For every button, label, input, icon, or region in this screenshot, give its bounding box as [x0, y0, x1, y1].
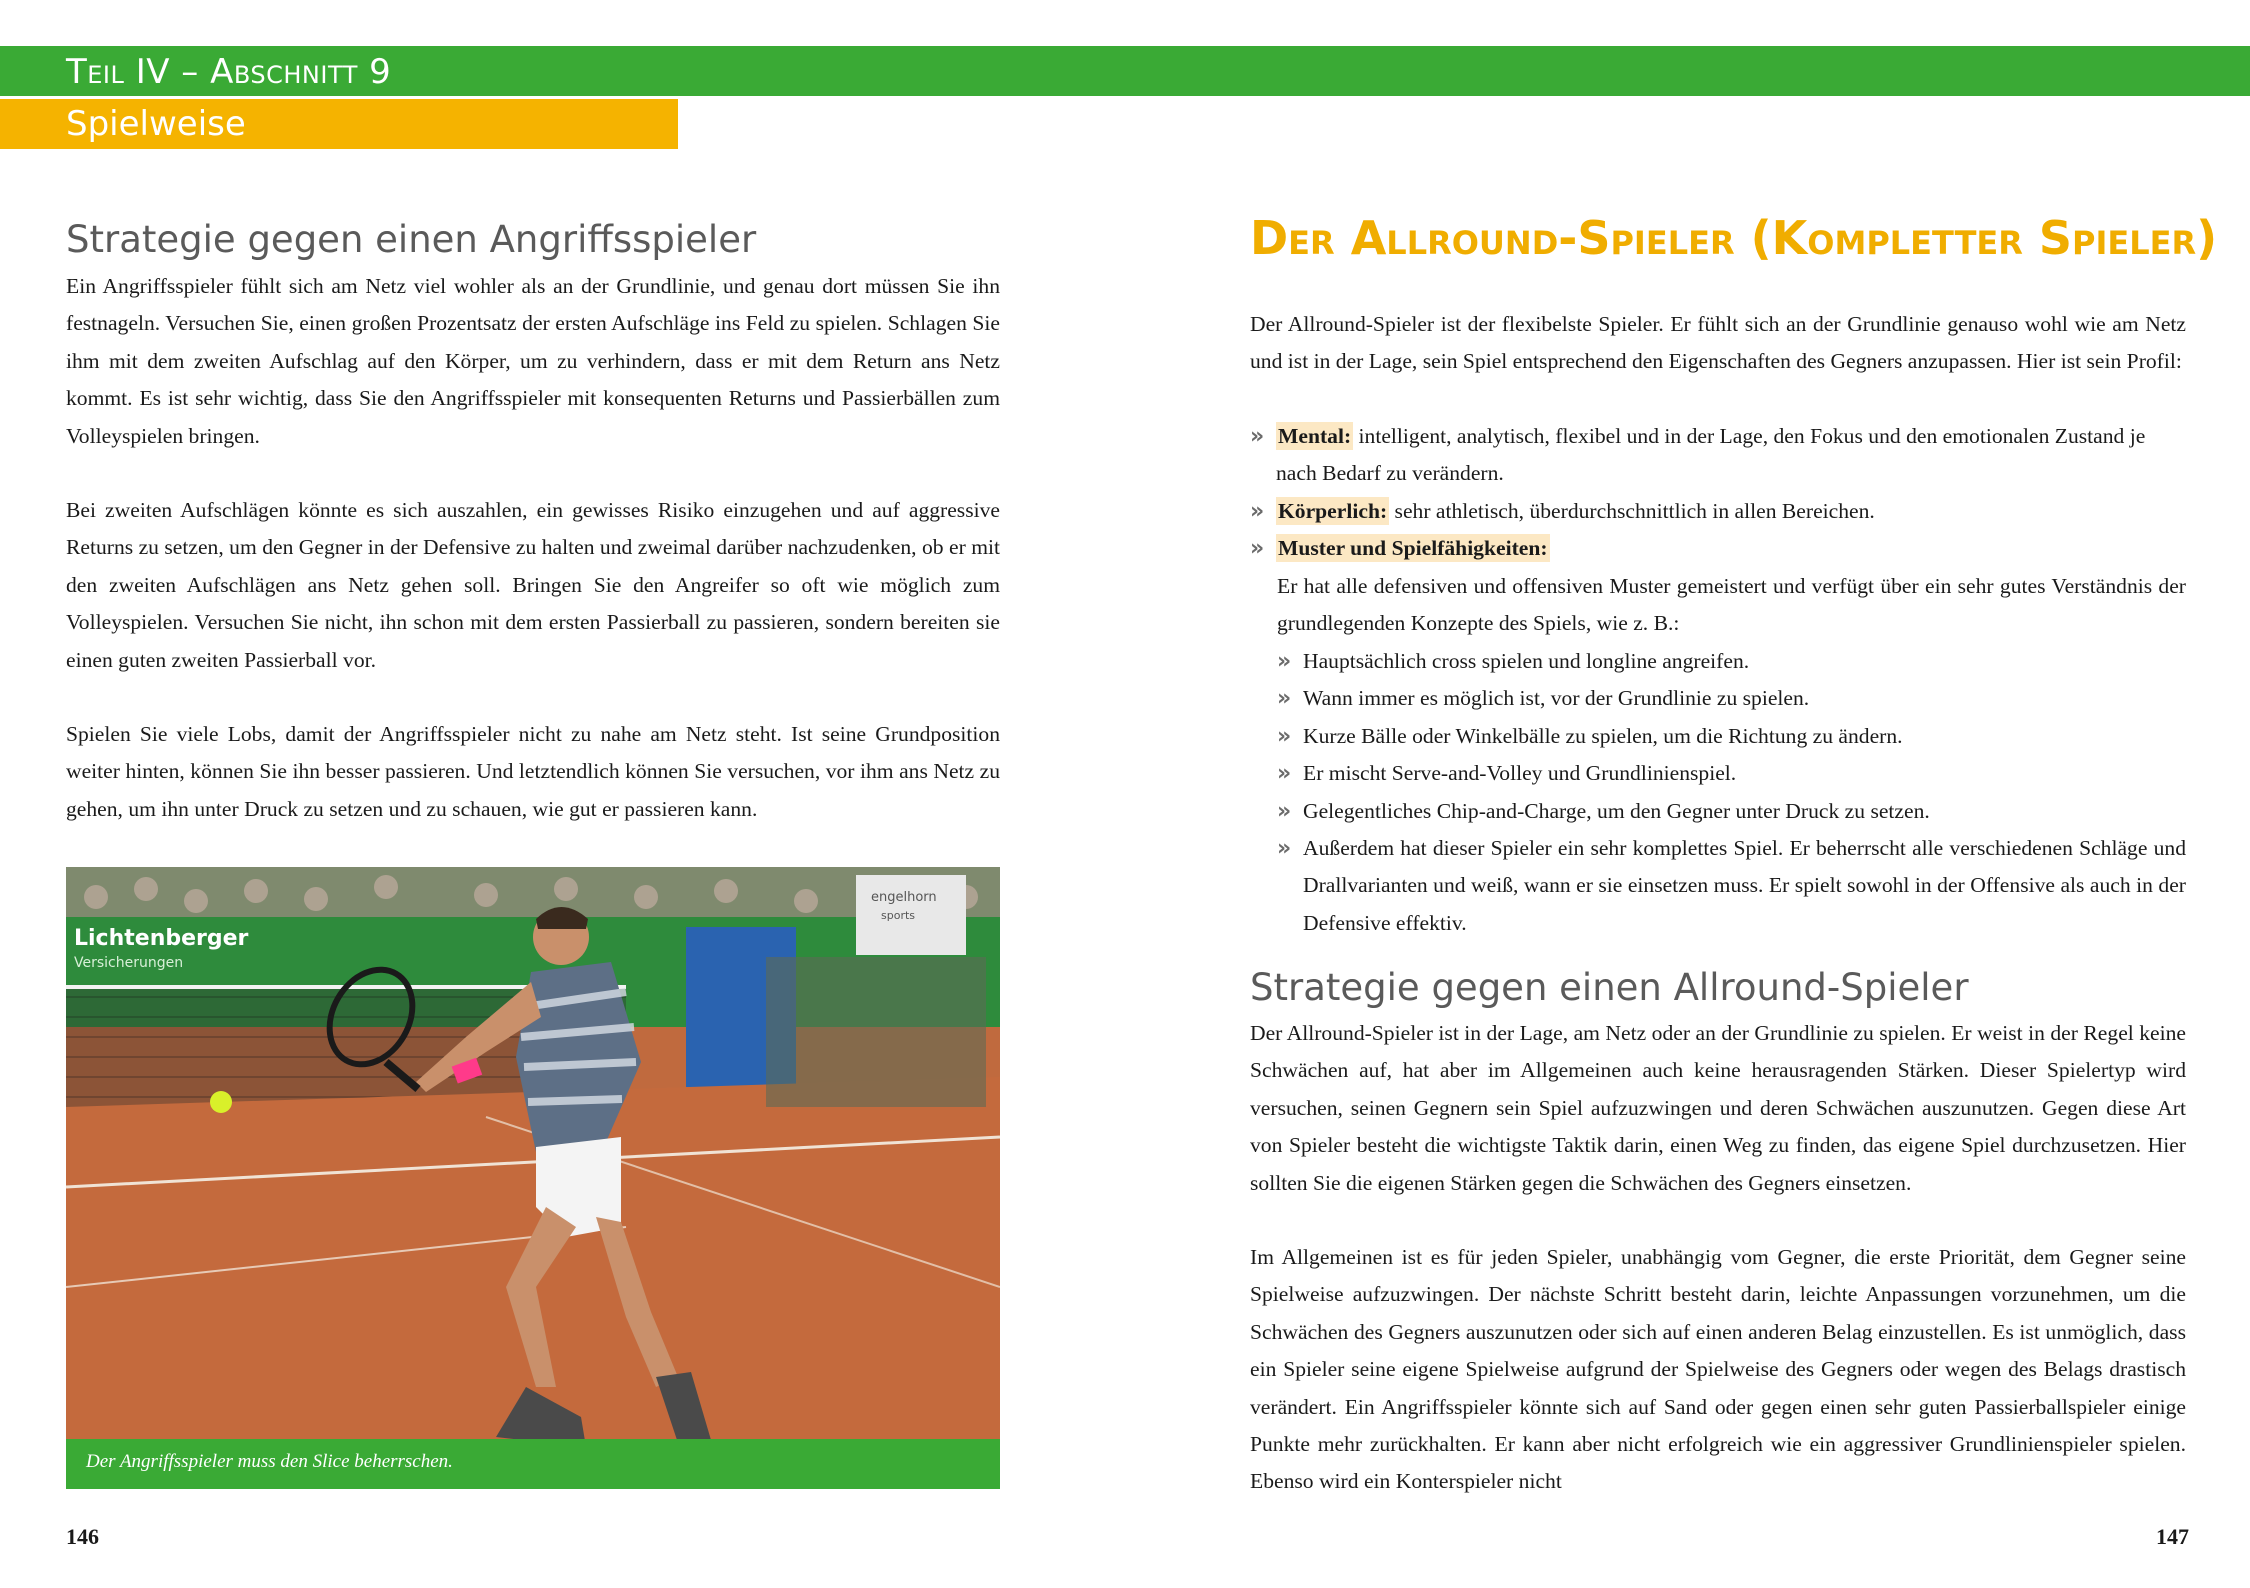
pattern-item: [1277, 643, 2186, 680]
bullet-marker: »: [1277, 761, 1292, 787]
bullet-marker: »: [1277, 723, 1292, 749]
profile-item-muster: [1250, 530, 2186, 567]
tennis-photo-illustration: [66, 867, 1000, 1489]
bullet-marker: »: [1250, 498, 1265, 524]
right-intro: Der Allround-Spieler ist der flexibelste Spieler. Er fühlt sich an der Grundlinie genauso wohl wie am Netz und ist in der Lage, sein Spiel entsprechend den Eigenschaften des Gegners anzupassen. Hier ist sein Profil:: [1250, 312, 2186, 374]
bullet-marker: »: [1250, 424, 1265, 449]
photo-caption-bar: [66, 1439, 1000, 1489]
profile-item-mental: [1250, 418, 2186, 493]
left-paragraph-2: Bei zweiten Aufschlägen könnte es sich auszahlen, ein gewisses Risiko einzugehen und auf aggressive Returns zu setzen, um den Gegner in der Defensive zu halten und zweimal darüber nachzudenken, ob er mit den zweiten Aufschlägen ans Netz gehen soll. Bringen Sie den Angreifer so oft wie möglich zum Volleyspielen. Versuchen Sie nicht, ihn schon mit dem ersten Passierball zu passieren, sondern bereiten sie einen guten zweiten Passierball vor.: [66, 498, 1000, 672]
patterns-list: [1277, 643, 2186, 942]
pattern-item: [1277, 830, 2186, 942]
right-heading-2: Strategie gegen einen Allround-Spieler: [1250, 966, 1969, 1009]
left-paragraph-3: Spielen Sie viele Lobs, damit der Angriffsspieler nicht zu nahe am Netz steht. Ist seine Grundposition weiter hinten, können Sie ihn besser passieren. Und letztendlich können Sie versuchen, vor ihm ans Netz zu gehen, um ihn unter Druck zu setzen und zu schauen, wie gut er passieren kann.: [66, 722, 1000, 821]
photo-banner-text-1: Lichtenberger: [74, 926, 249, 951]
profile-label: Muster und Spielfähigkeiten:: [1278, 536, 1548, 561]
bullet-marker: »: [1277, 836, 1292, 862]
chapter-title: Spielweise: [66, 104, 246, 144]
bullet-marker: »: [1250, 536, 1265, 562]
photo-caption: Der Angriffsspieler muss den Slice beherrschen.: [86, 1451, 453, 1472]
bullet-marker: »: [1277, 649, 1292, 674]
pattern-item: [1277, 718, 2186, 755]
section-title: Teil IV – Abschnitt 9: [66, 52, 392, 92]
right-title: Der Allround-Spieler (Kompletter Spieler): [1250, 211, 2218, 265]
chapter-header-band: [0, 99, 678, 149]
pattern-text: Gelegentliches Chip-and-Charge, um den Gegner unter Druck zu setzen.: [1303, 798, 1930, 823]
tennis-photo: [66, 867, 1000, 1489]
pattern-text: Er mischt Serve-and-Volley und Grundlinienspiel.: [1303, 761, 1737, 786]
patterns-intro: Er hat alle defensiven und offensiven Muster gemeistert und verfügt über ein sehr gutes Verständnis der grundlegenden Konzepte des Spiels, wie z. B.:: [1277, 574, 2186, 636]
profile-list: [1250, 418, 2186, 568]
photo-banner-text-2: Versicherungen: [74, 955, 184, 971]
profile-text: sehr athletisch, überdurchschnittlich in allen Bereichen.: [1389, 498, 1875, 523]
pattern-item: [1277, 793, 2186, 830]
profile-text: intelligent, analytisch, flexibel und in der Lage, den Fokus und den emotionalen Zustand je nach Bedarf zu verändern.: [1276, 424, 2146, 486]
page-number-right: 147: [2156, 1524, 2189, 1549]
bullet-marker: »: [1277, 798, 1292, 824]
page-number-left: 146: [66, 1524, 99, 1549]
left-heading: Strategie gegen einen Angriffsspieler: [66, 218, 757, 261]
pattern-text: Wann immer es möglich ist, vor der Grundlinie zu spielen.: [1303, 686, 1810, 711]
profile-label: Mental:: [1278, 424, 1352, 448]
photo-sign-text-1: engelhorn: [871, 890, 937, 905]
profile-item-koerperlich: [1250, 493, 2186, 530]
pattern-item: [1277, 680, 2186, 717]
right-paragraph-1: Der Allround-Spieler ist in der Lage, am Netz oder an der Grundlinie zu spielen. Er weist in der Regel keine Schwächen auf, hat aber im Allgemeinen auch keine herausragenden Stärken. Dieser Spielertyp wird versuchen, seinen Gegnern sein Spiel aufzuzwingen und deren Schwächen auszunutzen. Gegen diese Art von Spieler besteht die wichtigste Taktik darin, einen Weg zu finden, das eigene Spiel durchzusetzen. Hier sollten Sie die eigenen Stärken gegen die Schwächen des Gegners einsetzen.: [1250, 1021, 2186, 1195]
profile-label: Körperlich:: [1278, 498, 1388, 523]
pattern-item: [1277, 755, 2186, 792]
pattern-text: Kurze Bälle oder Winkelbälle zu spielen, um die Richtung zu ändern.: [1303, 723, 1903, 748]
pattern-text: Hauptsächlich cross spielen und longline angreifen.: [1303, 649, 1750, 673]
pattern-text: Außerdem hat dieser Spieler ein sehr komplettes Spiel. Er beherrscht alle verschiedenen Schläge und Drallvarianten und weiß, wann er sie einsetzen muss. Er spielt sowohl in der Offensive als auch in der Defensive effektiv.: [1303, 836, 2186, 935]
photo-sign-text-2: sports: [881, 909, 916, 922]
bullet-marker: »: [1277, 686, 1292, 712]
right-paragraph-2: Im Allgemeinen ist es für jeden Spieler, unabhängig vom Gegner, die erste Priorität, dem Gegner seine Spielweise aufzuzwingen. Der nächste Schritt besteht darin, leichte Anpassungen vorzunehmen, um die Schwächen des Gegners auszunutzen oder sich auf einen anderen Belag einzustellen. Es ist unmöglich, dass ein Spieler seine eigene Spielweise aufgrund der Spielweise des Gegners oder wegen des Belags drastisch verändert. Ein Angriffsspieler könnte sich auf Sand oder gegen einen sehr guten Passierballspieler einige Punkte mehr zurückhalten. Er kann aber nicht erfolgreich wie ein aggressiver Grundlinienspieler spielen. Ebenso wird ein Konterspieler nicht: [1250, 1245, 2186, 1494]
section-header-band: [0, 46, 2250, 96]
left-paragraph-1: Ein Angriffsspieler fühlt sich am Netz viel wohler als an der Grundlinie, und genau dort müssen Sie ihn festnageln. Versuchen Sie, einen großen Prozentsatz der ersten Aufschläge ins Feld zu spielen. Schlagen Sie ihm mit dem zweiten Aufschlag auf den Körper, um zu verhindern, dass er mit dem Return ans Netz kommt. Es ist sehr wichtig, dass Sie den Angriffsspieler mit konsequenten Returns und Passierbällen zum Volleyspielen bringen.: [66, 274, 1000, 448]
